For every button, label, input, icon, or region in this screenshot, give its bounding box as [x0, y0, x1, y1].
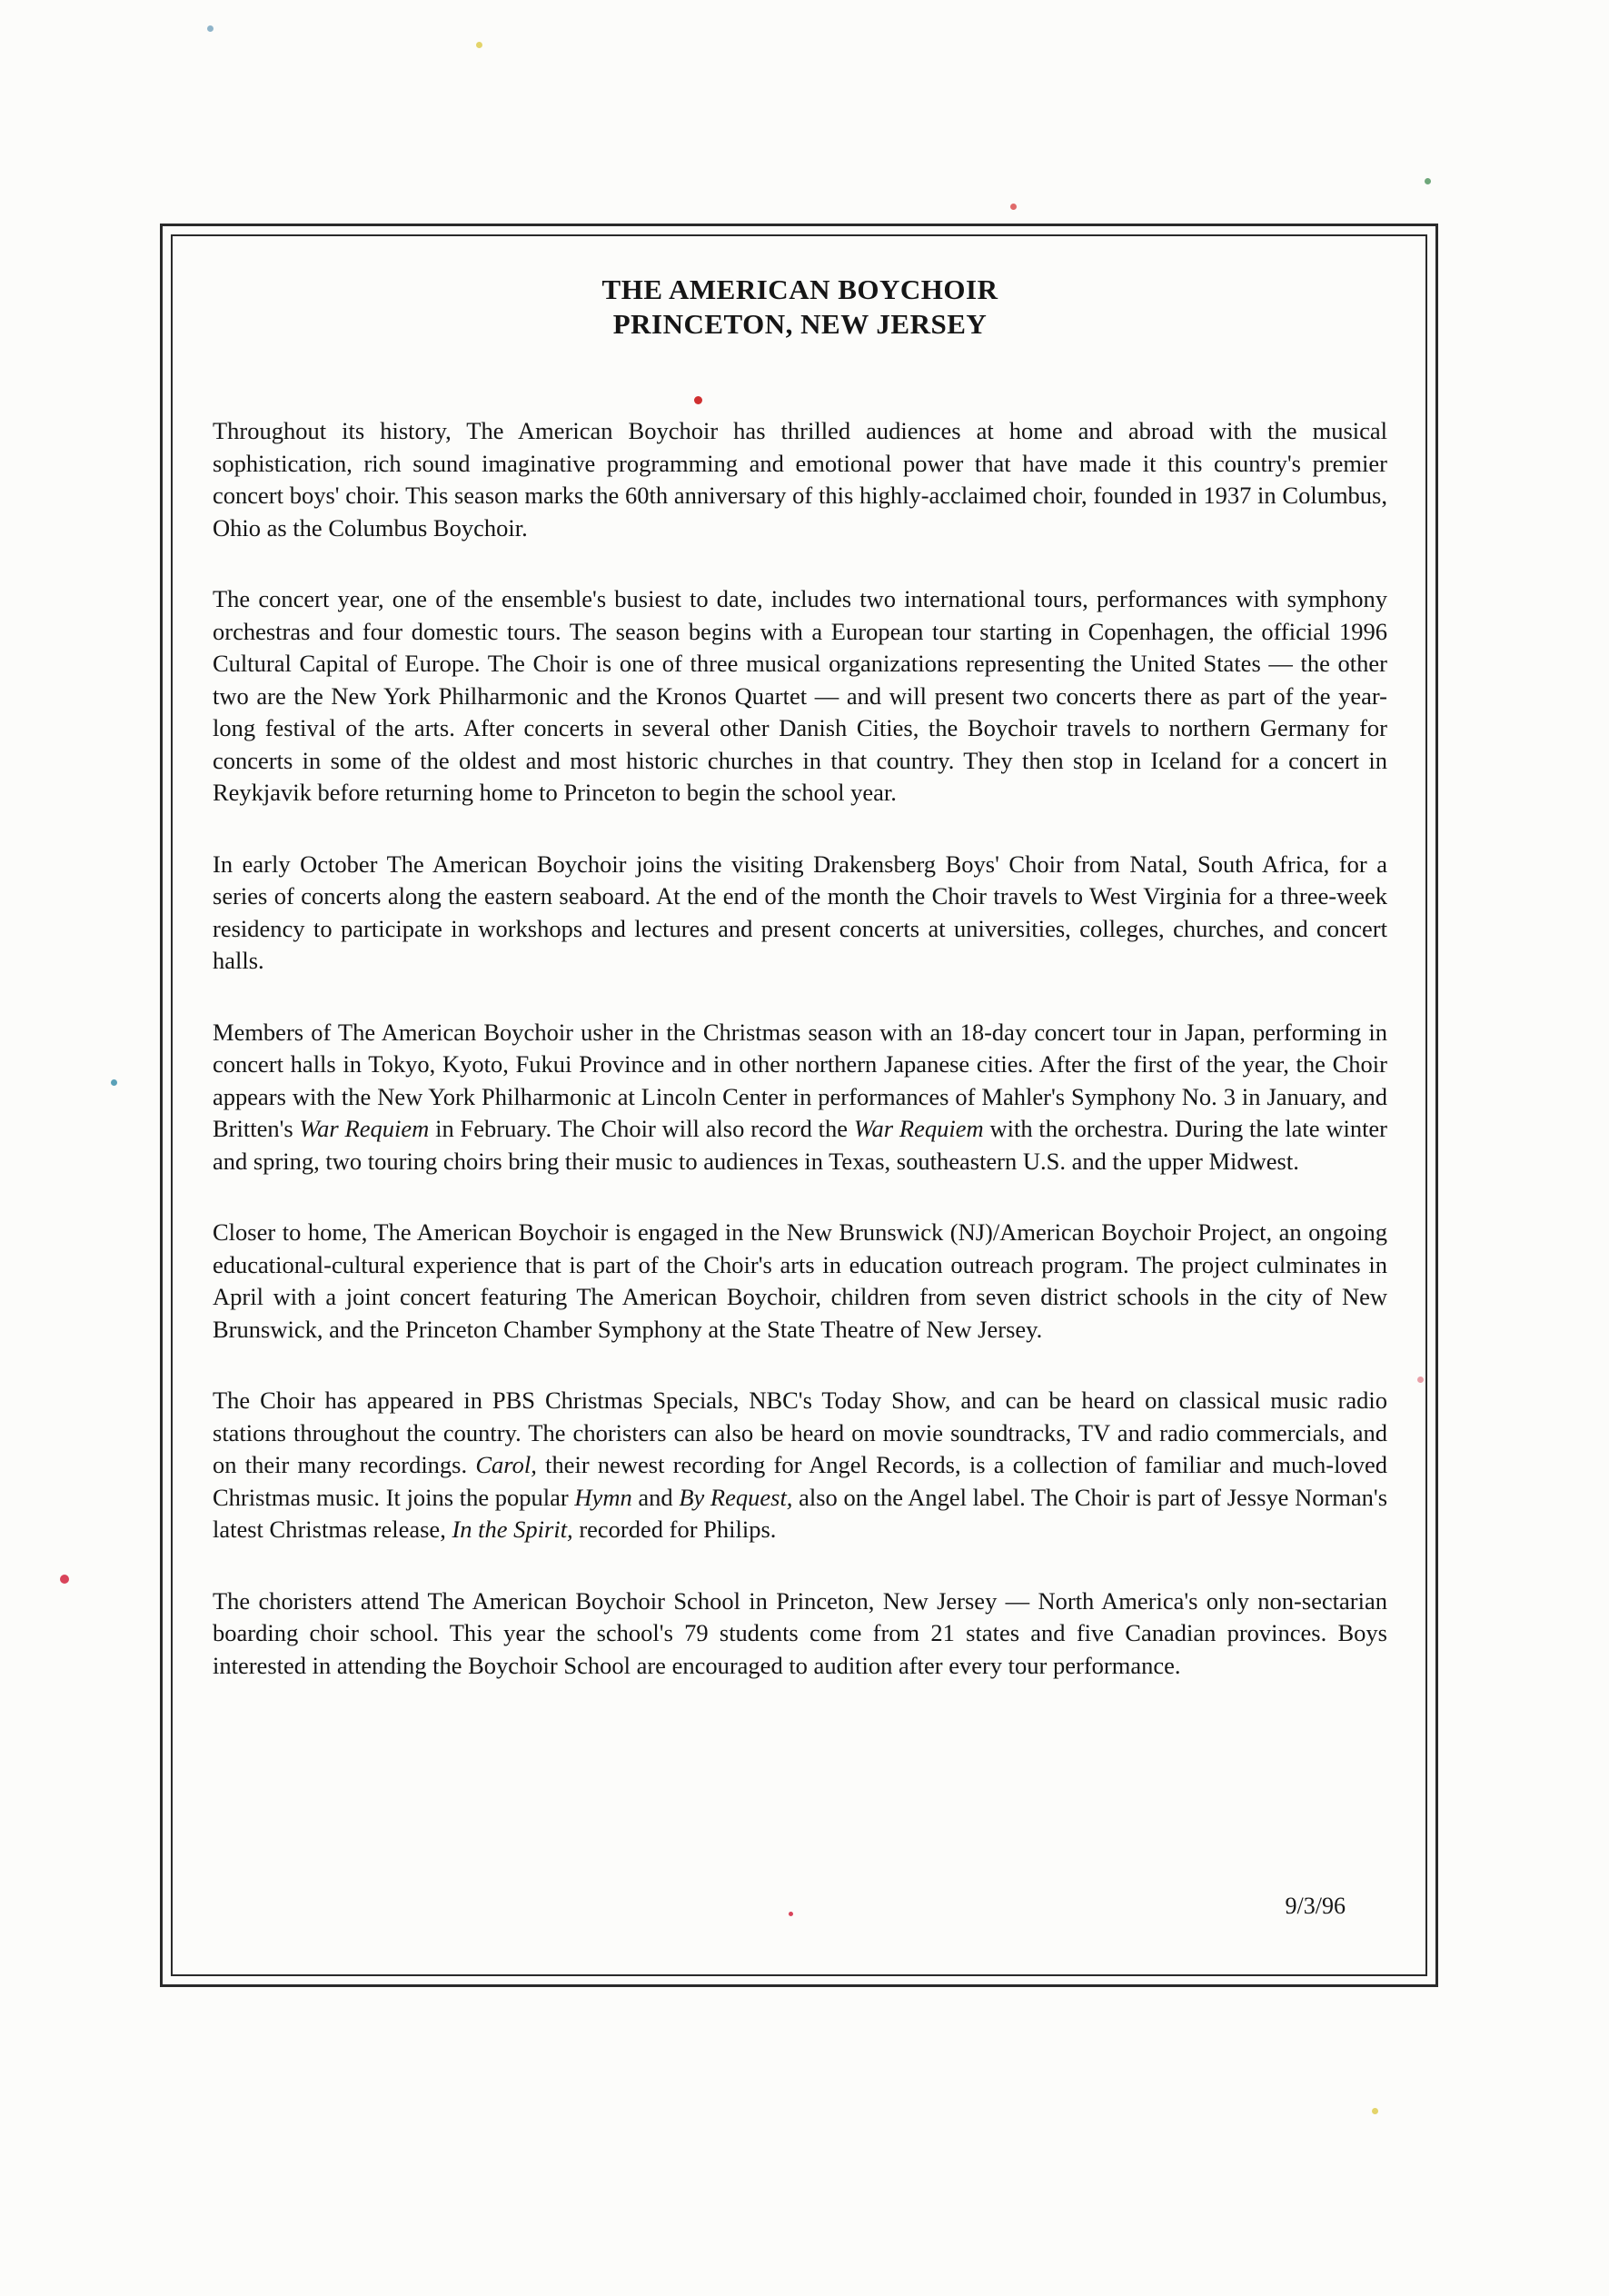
document-body — [213, 273, 1387, 1944]
paragraph-text: with the orchestra. During the late winter and spring, two touring choirs bring their music to audiences in Texas, southeastern U.S. and the upper Midwest. — [213, 1115, 1388, 1175]
document-header — [213, 273, 1387, 342]
paragraph-october: In early October The American Boychoir joins the visiting Drakensberg Boys' Choir from Natal, South Africa, for a series of concerts along the eastern seaboard. At the end of the month the Choir travels to West Virginia for a three-week residency to participate in workshops and lectures and present concerts at universities, colleges, churches, and concert halls. — [213, 850, 1387, 974]
paper-speck — [60, 1575, 69, 1584]
title-by-request: By Request, — [679, 1483, 793, 1511]
paragraph-text: their newest recording for Angel Records, is a collection of familiar and much-loved Christmas music. It joins the popular — [213, 1451, 1387, 1511]
paragraph-school: The choristers attend The American Boychoir School in Princeton, New Jersey — North America's only non-sectarian boarding choir school. This year the school's 79 students come from 21 states and five Canadian provinces. Boys interested in attending the Boychoir School are encouraged to audition after every tour performance. — [213, 1586, 1387, 1679]
paper-speck — [207, 25, 214, 32]
paper-speck — [111, 1079, 117, 1086]
title-war-requiem: War Requiem — [853, 1115, 984, 1142]
paragraph-text: Members of The American Boychoir usher in the Christmas season with an 18-day concert tour in Japan, performing in concert halls in Tokyo, Kyoto, Fukui Province and in other northern Japanese cities. After the first of the year, the Choir appears with the New York Philharmonic at Lincoln Center in performances of Mahler's Symphony No. 3 in January, and Britten's — [213, 1018, 1387, 1142]
paragraph-history: Throughout its history, The American Boychoir has thrilled audiences at home and abroad with the musical sophistication, rich sound imaginative programming and emotional power that have made it this country's premier concert boys' choir. This season marks the 60th anniversary of this highly-acclaimed choir, founded in 1937 in Columbus, Ohio as the Columbus Boychoir. — [213, 417, 1387, 542]
paragraph-concert-year: The concert year, one of the ensemble's busiest to date, includes two international tours, performances with symphony orchestras and four domestic tours. The season begins with a European tour starting in Copenhagen, the official 1996 Cultural Capital of Europe. The Choir is one of three musical organizations representing the United States — the other two are the New York Philharmonic and the Kronos Quartet — and will present two concerts there as part of the year-long festival of the arts. After concerts in several other Danish Cities, the Boychoir travels to northern Germany for concerts in some of the oldest and most historic churches in that country. They then stop in Iceland for a concert in Reykjavik before returning home to Princeton to begin the school year. — [213, 585, 1387, 806]
title-hymn: Hymn — [574, 1483, 632, 1511]
paragraph-text: and — [631, 1483, 680, 1511]
paper-speck — [1010, 204, 1017, 210]
paper-speck — [1372, 2108, 1378, 2114]
title-in-the-spirit: In the Spirit, — [452, 1516, 573, 1543]
document-subtitle: PRINCETON, NEW JERSEY — [612, 308, 988, 340]
paragraph-text: The Choir has appeared in PBS Christmas Specials, NBC's Today Show, and can be heard on classical music radio stations throughout the country. The choristers can also be heard on movie soundtracks, TV and radio commercials, and on their many recordings. — [213, 1387, 1387, 1478]
paragraph-christmas-season — [213, 1017, 1387, 1178]
title-carol: Carol, — [475, 1451, 537, 1478]
paragraph-recordings — [213, 1385, 1387, 1546]
title-war-requiem: War Requiem — [299, 1115, 430, 1142]
paragraph-text: recorded for Philips. — [572, 1516, 777, 1543]
paper-speck — [1425, 178, 1431, 184]
paper-speck — [476, 42, 482, 48]
document-title: THE AMERICAN BOYCHOIR — [601, 273, 998, 305]
paragraph-new-brunswick: Closer to home, The American Boychoir is engaged in the New Brunswick (NJ)/American Boychoir Project, an ongoing educational-cultural experience that is part of the Choir's arts in education outreach program. The project culminates in April with a joint concert featuring The American Boychoir, children from seven district schools in the city of New Brunswick, and the Princeton Chamber Symphony at the State Theatre of New Jersey. — [213, 1218, 1387, 1343]
paragraph-text: also on the Angel label. The Choir is part of Jessye Norman's latest Christmas release, — [213, 1483, 1388, 1543]
paragraph-text: in February. The Choir will also record the — [429, 1115, 854, 1142]
document-date: 9/3/96 — [1285, 1893, 1346, 1919]
